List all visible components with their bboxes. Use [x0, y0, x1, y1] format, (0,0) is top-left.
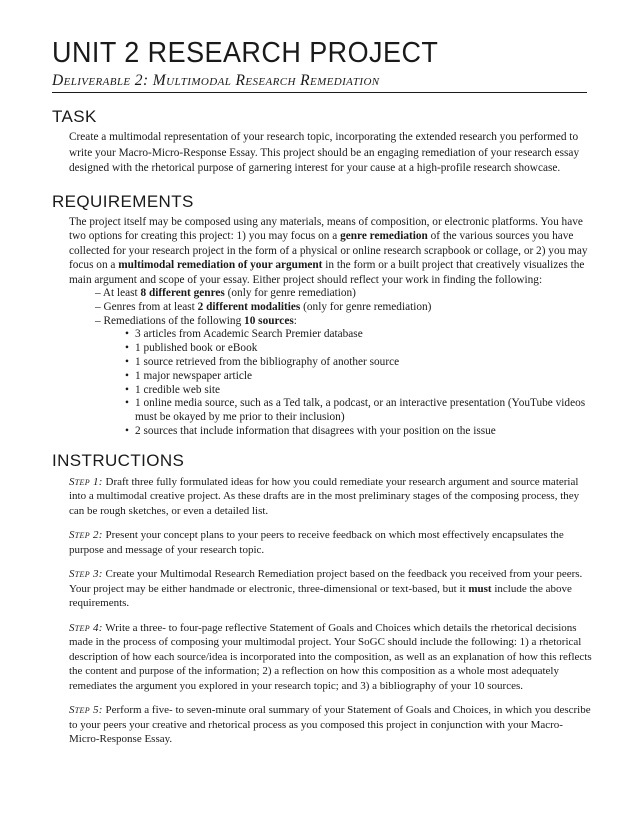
step-5: Step 5: Perform a five- to seven-minute oral summary of your Statement of Goals and Choices, in which you describe to your peers your creative and rhetorical process as you composed this project in conjunction with your Macro-Micro-Response Essay. — [69, 704, 591, 746]
task-text: Create a multimodal representation of your research topic, incorporating the extended research you performed to write your Macro-Micro-Response Essay. This project should be an engaging remediation of your research essay designed with the rhetorical purpose of garnering interest for your cause at a high-profile research showcase. — [69, 131, 580, 174]
multimodal-remediation-emphasis: multimodal remediation of your argument — [118, 259, 323, 271]
task-heading: TASK — [52, 107, 97, 126]
requirements-list — [52, 287, 592, 439]
source-item: • 1 published book or eBook — [125, 342, 592, 356]
step-1: Step 1: Draft three fully formulated ideas for how you could remediate your research argument and source material into a multimodal creative project. As these drafts are in the most preliminary stages of the composing process, they can be rough sketches, or even a detailed list. — [69, 475, 580, 517]
instructions-heading: INSTRUCTIONS — [52, 450, 185, 470]
step-2: Step 2: Present your concept plans to your peers to receive feedback on which most effectively encapsulates the purpose and message of your research topic. — [69, 529, 564, 556]
list-item: – At least 8 different genres (only for genre remediation) — [95, 287, 592, 301]
document-title: UNIT 2 RESEARCH PROJECT — [52, 37, 439, 69]
source-item: • 1 credible web site — [125, 384, 592, 398]
genre-remediation-emphasis: genre remediation — [340, 230, 428, 242]
sources-list — [95, 328, 592, 438]
list-item: – Remediations of the following 10 sources: • 3 articles from Academic Search Premier database • 1 published book or eBook • 1 source retrieved from the bibliography of another source • 1 major newspaper article • 1 credible web site • 1 online media source, such as a Ted talk, a podcast, or an interactive presentation (YouTube videos must be okayed by me prior to their inclusion) • 2 sources that include information that disagrees with your position on the issue — [95, 315, 592, 439]
list-item: – Genres from at least 2 different modalities (only for genre remediation) — [95, 301, 592, 315]
step-3: Step 3: Create your Multimodal Research Remediation project based on the feedback you received from your peers. Your project may be either handmade or electronic, three-dimensional or text-based, but it must include the above requirements. — [69, 568, 583, 610]
document-subtitle: Deliverable 2: Multimodal Research Remediation — [52, 72, 587, 93]
requirements-heading: REQUIREMENTS — [52, 191, 194, 211]
document-page — [52, 38, 592, 747]
source-item: • 3 articles from Academic Search Premier database — [125, 328, 592, 342]
source-item: • 1 source retrieved from the bibliography of another source — [125, 356, 592, 370]
requirements-text: The project itself may be composed using any materials, means of composition, or electronic platforms. You have two options for creating this project: 1) you may focus on a genre remediation of the various sources you have collected for your research project in the form of a physical or online research scrapbook or collage, or 2) you may focus on a multimodal remediation of your argument in the form or a built project that creatively visualizes the main argument and scope of your essay. Either project should reflect your work in finding the following: — [69, 215, 588, 286]
step-4: Step 4: Write a three- to four-page reflective Statement of Goals and Choices which details the rhetorical decisions made in the process of composing your multimodal project. Your SoGC should include the following: 1) a rhetorical description of how each source/idea is incorporated into the composition, as well as an explanation of how this reflects the content and purpose of the information; 2) a reflection on how this composition as a whole most adequately remediates the argument you explored in your research topic; and 3) a bibliography of your 10 sources. — [69, 621, 592, 692]
source-item: • 1 major newspaper article — [125, 370, 592, 384]
source-item: • 2 sources that include information that disagrees with your position on the issue — [125, 425, 592, 439]
source-item: • 1 online media source, such as a Ted talk, a podcast, or an interactive presentation (YouTube videos must be okayed by me prior to their inclusion) — [125, 397, 592, 425]
